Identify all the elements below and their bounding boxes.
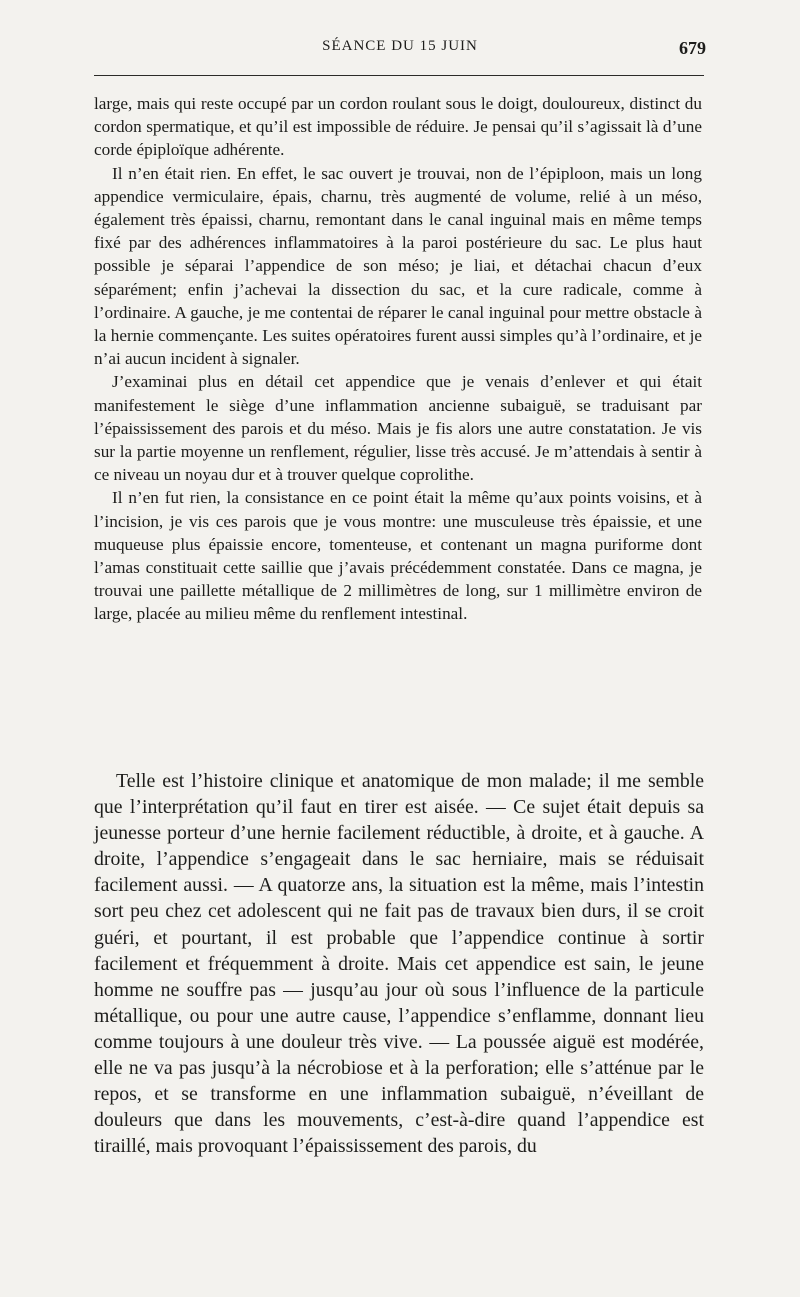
running-head: SÉANCE DU 15 JUIN <box>322 38 478 54</box>
paragraph-continuation: large, mais qui reste occupé par un cordon roulant sous le doigt, douloureux, distinct du cordon spermatique, et qu’il est impossible de réduire. Je pensai qu’il s’agissait là d’une corde épiploïque adhérente. <box>94 94 702 160</box>
paragraph-examination: J’examinai plus en détail cet appendice que je venais d’enlever et qui était manifestement le siège d’une inflammation ancienne subaiguë, se traduisant par l’épaississement des parois et du méso. Mais je fis alors une autre constatation. Je vis sur la partie moyenne un renflement, régulier, lisse très accusé. Je m’attendais à sentir à ce niveau un noyau dur et à trouver quelque coprolithe. <box>94 372 702 485</box>
page-number: 679 <box>679 38 706 58</box>
small-type-section <box>94 92 702 626</box>
page-header <box>94 38 706 68</box>
paragraph-interpretation: Telle est l’histoire clinique et anatomique de mon malade; il me semble que l’interprétation qu’il faut en tirer est aisée. — Ce sujet était depuis sa jeunesse porteur d’une hernie facilement réductible, à droite, et à gauche. A droite, l’appendice s’engageait dans le sac herniaire, mais se réduisait facilement aussi. — A quatorze ans, la situation est la même, mais l’intestin sort peu chez cet adolescent qui ne fait pas de travaux bien durs, il se croit guéri, et pourtant, il est probable que l’appendice continue à sortir facilement et fréquemment à droite. Mais cet appendice est sain, le jeune homme ne souffre pas — jusqu’au jour où sous l’influence de la particule métallique, ou pour une autre cause, l’appendice s’enflamme, donnant lieu comme toujours à une douleur très vive. — La poussée aiguë est modérée, elle ne va pas jusqu’à la nécrobiose et à la perforation; elle s’atténue par le repos, et se transforme en une inflammation subaiguë, n’éveillant de douleurs que dans les mouvements, c’est-à-dire quand l’appendice est tiraillé, mais provoquant l’épaississement des parois, du <box>94 770 704 1158</box>
large-type-section <box>94 768 704 1159</box>
paragraph-findings: Il n’en fut rien, la consistance en ce point était la même qu’aux points voisins, et à l’incision, je vis ces parois que je vous montre: une musculeuse très épaissie, et une muqueuse plus épaissie encore, tomenteuse, et contenant un magna puriforme dont l’amas constituait cette saillie que j’avais précédemment constatée. Dans ce magna, je trouvai une paillette métallique de 2 millimètres de long, sur 1 millimètre environ de large, placée au milieu même du renflement intestinal. <box>94 488 702 624</box>
paragraph-operation: Il n’en était rien. En effet, le sac ouvert je trouvai, non de l’épiploon, mais un long appendice vermiculaire, épais, charnu, très augmenté de volume, relié à un méso, également très épaissi, charnu, remontant dans le canal inguinal mais en même temps fixé par des adhérences inflammatoires à la paroi postérieure du sac. Le plus haut possible je séparai l’appendice de son méso; je liai, et détachai chacun d’eux séparément; enfin j’achevai la dissection du sac, et la cure radicale, comme à l’ordinaire. A gauche, je me contentai de réparer le canal inguinal pour mettre obstacle à la hernie commençante. Les suites opératoires furent aussi simples qu’à l’ordinaire, et je n’ai aucun incident à signaler. <box>94 163 702 369</box>
header-rule <box>94 75 704 76</box>
